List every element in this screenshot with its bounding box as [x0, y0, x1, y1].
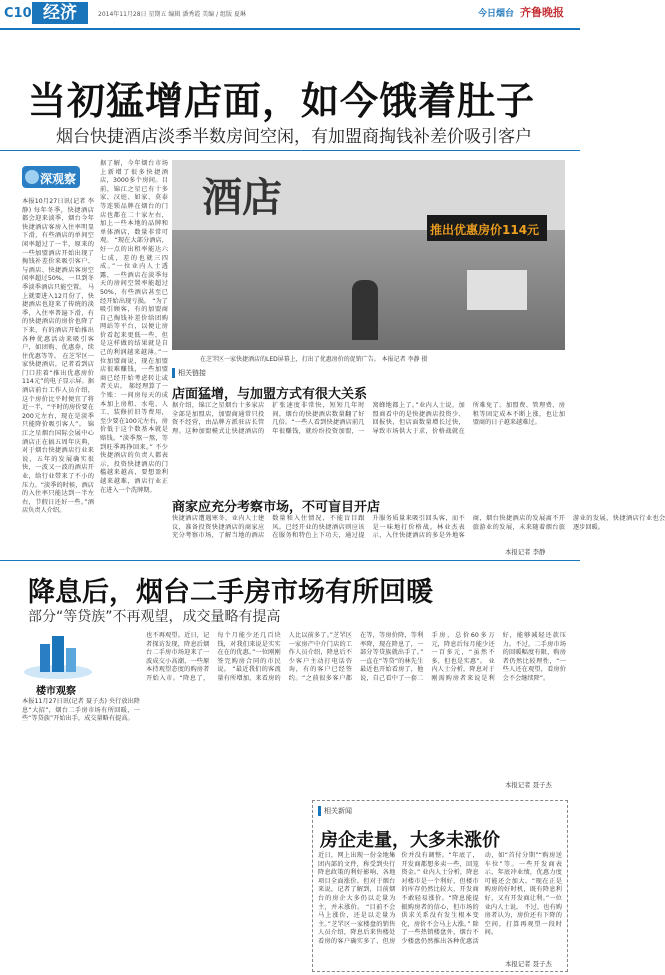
sec2-title: 商家应充分考察市场，不可盲目开店 [172, 500, 381, 515]
ac-unit [467, 270, 527, 310]
story2-byline: 本报记者 聂子杰 [505, 781, 552, 789]
sec1-text: 据介绍，锦江之星烟台十多家店全部是加盟店，加盟商通常只投资不经营，由品牌方派驻店长管理。这种加盟模式让快捷酒店的扩张速度非常快，短短几年时间，烟台的快捷酒店数量翻了好几倍。“一些人看到快捷酒店前几年很赚钱，就纷纷投资加盟，一窝蜂地都上了。”业内人士说，加盟商看中的是快捷酒店投资少、回报快，但店面数量增长过快，导致市场供大于求，价格战就在所难免了。加盟费、管理费、房租等固定成本不断上涨，也让加盟商的日子越来越难过。 [172, 402, 565, 435]
badge-text: 深观察 [40, 172, 77, 186]
hotel-sign-glyph: 酒店 [202, 175, 282, 221]
story3-text: 近日，网上出现一份金地集团内部的文件，称受到央行降息政策的利好影响，各地项目全面涨价。但对于烟台来说，记者了解到，目前烟台的房企大多仍以走量为主，并未涨价。 “目前不会马上涨价，还是以走量为主。”芝罘区一家楼盘的销售人员介绍，降息后来售楼处看房的客户确实多了，但房价并没有调整。“年底了，开发商都想多卖一些，回笼资金。” 业内人士分析，降息对楼市是一个利好，但楼市的库存仍然比较大，开发商不敢轻易涨价。“降息能提振购房者的信心，但市场的供求关系没有发生根本变化，房价不会马上大涨。” 除了一些热销楼盘外，烟台不少楼盘仍然推出各种优惠活动，如“首付分期”“购房送车位”等。一些开发商表示，年底冲业绩，优惠力度可能还会加大。“现在正是购房的好时机，既有降息利好，又有开发商让利。”一位业内人士说。 不过，也有购房者认为，房价还有下降的空间，打算再观望一段时间。 [318, 852, 562, 945]
pedestrian [352, 280, 378, 340]
story2-subhead: 部分“等贷族”不再观望，成交量略有提高 [28, 609, 281, 625]
story1-subhead: 烟台快捷酒店淡季半数房间空闲，有加盟商掏钱补差价吸引客户 [56, 127, 532, 147]
story2-headline: 降息后，烟台二手房市场有所回暖 [28, 577, 433, 608]
story3-headline: 房企走量，大多未涨价 [320, 830, 500, 851]
led-text: 推出优惠房价114元 [430, 223, 540, 237]
story1-column-1: 本报10月27日讯(记者 李静) 每年冬季，快捷酒店都会迎来淡季，烟台今年快捷酒店客房入住率明显下滑，有些酒店的单间空闲率超过了一半，原来的一些加盟酒店开始出现了掏钱补差价来吸引客户、与酒店、快捷酒店客房空闲率超过50%，一旦到冬季淡季酒店只能空置。 马上就要进入12月份了，快捷酒店也迎来了传统的淡季，入住率普遍下滑，有的快捷酒店的房价也降了下来，有的酒店开始推出各种优惠活动来吸引客户，如团购、优惠券、续住优惠等等。 在芝罘区一家快捷酒店，记者看到店门口挂着“推出优惠房价114元”的电子显示屏。据酒店前台工作人员介绍，这个房价比平时便宜了将近一半，“平时的房价要在200元左右，现在是淡季只能降价吸引客人”。 锦江之星烟台国际会展中心酒店正在搞五周年庆典，对于烟台快捷酒店行业来说，五年的发展确实很快，一波又一波的酒店开业，给行业带来了不小的压力。“淡季的时候，酒店的入住率只能达到一半左右，节假日还好一些。”酒店负责人介绍。 [22, 198, 94, 515]
issue-meta: 2014年11月28日 星期五 编辑 潘秀霞 美编 / 组版 夏琳 [98, 11, 246, 18]
story3-byline: 本报记者 聂子杰 [505, 960, 552, 968]
section-label: 经济 [32, 2, 88, 24]
brand-small: 今日烟台 [478, 9, 515, 19]
building-illustration [22, 632, 94, 680]
related-news-tag: 相关新闻 [318, 806, 352, 816]
related-tag: 相关链接 [172, 368, 206, 378]
divider [0, 150, 580, 151]
story1-byline: 本报记者 李静 [505, 548, 546, 556]
divider [0, 560, 580, 561]
story1-headline: 当初猛增店面，如今饿着肚子 [28, 79, 536, 123]
photo-caption: 在芝罘区一家快捷酒店的LED屏幕上，打出了优惠房价的促销广告。 本报记者 李静 摄 [200, 356, 428, 363]
building-icon [22, 632, 94, 680]
badge-property: 楼市观察 [36, 686, 76, 697]
story1-column-2: 据了解，今年烟台市场上新增了很多快捷酒店，3000多个房间。目前，锦江之星已有十多家，汉庭、如家、莫泰等连锁品牌在烟台的门店也都在二十家左右，加上一些本地的品牌和单体酒店，数量非常可观。 “现在大部分酒店，好一点的出租率能达六七成，差的也就三四成。”一位业内人士透露，一些酒店在淡季每天的房间空置率能超过50%，有些酒店甚至已经开始出现亏损。 “为了吸引顾客，有的加盟商自己掏钱补差价给团购网站等平台，以便让房价看起来更低一些，但是这样做的结果就是自己的利润越来越薄。”一位加盟商说，现在加盟店很难赚钱，一些加盟商已经开始考虑转让或者关店。 郝经理算了一个账：一间房每天的成本加上房租、水电、人工、装修折旧等费用，至少要在100元左右，房价低于这个数基本就是赔钱。“淡季熬一熬，等到旺季再挣回来。” 不少快捷酒店的负责人都表示，投资快捷酒店的门槛越来越高，要想盈利越来越难，酒店行业正在进入一个洗牌期。 [100, 160, 168, 494]
badge-deep-observe [22, 160, 82, 194]
page-number: C10 [4, 6, 32, 21]
sec2-text: 快捷酒店遭遇寒冬，业内人士建议，准备投资快捷酒店的商家应充分考察市场，了解当地的酒店数量和入住情况，不能盲目跟风。已经开业的快捷酒店则应该在服务和特色上下功夫，通过提升服务质量来吸引回头客，而不是一味地打价格战。林业杰表示，入住快捷酒店的多是外地客商，烟台快捷酒店的发展离不开旅游业的发展，未来随着烟台旅游业的发展，快捷酒店行业也会逐步回暖。 [172, 515, 665, 540]
brand-logo: 齐鲁晚报 [520, 6, 564, 19]
sec1-title: 店面猛增，与加盟方式有很大关系 [172, 387, 368, 402]
story2-text: 也不再观望。近日，记者探访发现，降息后烟台二手房市场迎来了一波成交小高潮，一些原本持观望态度的购房者开始入市。“降息了，每个月能少还几百块钱，对我们来说是实实在在的优惠。”一位刚刚签完购房合同的市民说。 “最近我们的客流量有所增加，来看房的人比以前多了。”芝罘区一家房产中介门店的工作人员介绍，降息后不少客户主动打电话咨询，有的客户已经签约。“之前很多客户都在等，等房价降，等利率降，现在降息了，一部分等贷族就出手了。” 一直在“等贷”的林先生最近也开始看房了，他说，自己看中了一套二手房，总价60多万元，降息后每月能少还一百多元，“虽然不多，但也是实惠”。 业内人士分析，降息对于刚需购房者来说是利好，能够减轻还款压力。不过，二手房市场的回暖幅度有限，购房者仍然比较理性，“一些人还在观望，看房价会不会继续降”。 [146, 632, 566, 682]
hotel-photo [172, 160, 565, 350]
story2-lead: 本报11月27日讯(记者 聂子杰) 央行放出降息“大招”，烟台二手房市场有所回暖，一些“等贷族”开始出手，成交量略有提高。 [22, 698, 140, 723]
